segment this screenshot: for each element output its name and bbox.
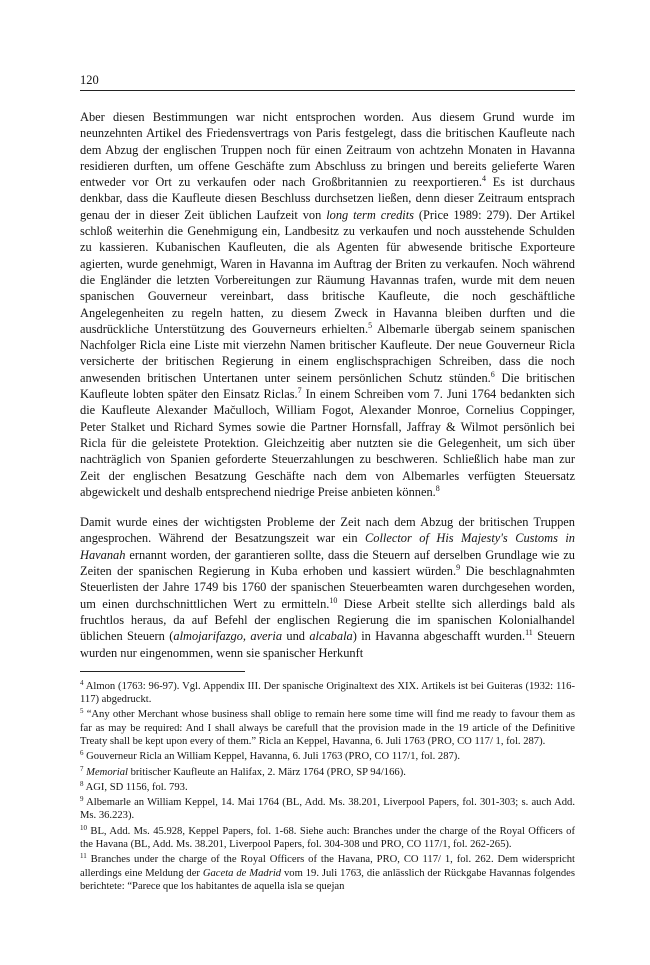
footnote-ref: 9 <box>456 563 461 573</box>
footnote-number: 11 <box>80 852 87 861</box>
text-run: Aber diesen Bestimmungen war nicht entsprochen worden. Aus diesem Grund wurde im neunzehnten Artikel des Friedensvertrags von Paris festgelegt, dass die britischen Kaufleute nach dem Abzug der englischen Truppen noch für einen Zeitraum von achtzehn Monaten in Havanna residieren durften, um offene Geschäfte zum Abschluss zu bringen und bereits gelieferte Waren entweder vor Ort zu verkaufen oder nach Großbritannien zu reexportieren. <box>80 110 575 190</box>
footnote-ref: 5 <box>368 320 373 330</box>
text-run: “Any other Merchant whose business shall oblige to remain here some time will find me ready to favour them as far as may be required: And I shall always be carefull that the provision made in the 19 article of the Definitive Treaty shall be kept upon every of them.” Ricla an Keppel, Havanna, 6. Juli 1763 (PRO, CO 117/ 1, fol. 287). <box>80 709 575 747</box>
text-run: britischer Kaufleute an Halifax, 2. März 1764 (PRO, SP 94/166). <box>127 766 406 778</box>
text-run: Damit wurde eines der wichtigsten Probleme der Zeit nach dem Abzug der britischen Truppen angesprochen. Während der Besatzungszeit war ein <box>80 515 575 546</box>
text-run: (Price 1989: 279). Der Artikel schloß weiterhin die Genehmigung ein, Landbesitz zu verkaufen und noch ausstehende Schulden zu kassieren. Kubanischen Kaufleuten, die als Agenten für abwesende britische Exporteure agierten, wurde genehmigt, Waren in Havanna im Auftrag der Briten zu verkaufen. Noch während die Engländer die letzten Vorbereitungen zur Räumung Havannas trafen, wurde mit dem neuen spanischen Gouverneur vereinbart, dass britische Kaufleute, die noch geschäftliche Angelegenheiten zu regeln hatten, zu diesem Zweck in Havanna bleiben durften und die ausdrückliche Unterstützung des Gouverneurs erhielten. <box>80 207 576 336</box>
footnote <box>80 750 575 763</box>
footnote-ref: 11 <box>525 628 533 638</box>
text-run: AGI, SD 1156, fol. 793. <box>85 781 188 793</box>
body-text <box>80 109 575 661</box>
text-run: Die beschlagnahmten Steuerlisten der Jahre 1749 bis 1760 der spanischen Steuerbeamten waren durchgesehen worden, um einen durchschnittlichen Wert zu ermitteln. <box>80 564 575 611</box>
footnotes <box>80 680 575 893</box>
text-run: ernannt worden, der garantieren sollte, dass die Steuern auf derselben Grundlage wie zu Zeiten der spanischen Regierung in Kuba erhoben und kassiert würden. <box>80 547 575 579</box>
text-run: Es ist durchaus denkbar, dass die Kaufleute diesen Beschluss durchsetzen ließen, denn dieser Zeitraum entsprach genau der in dieser Zeit üblichen Laufzeit von <box>80 175 575 222</box>
italic-text: alcabala <box>309 629 353 644</box>
footnote-ref: 8 <box>435 483 440 493</box>
text-run: BL, Add. Ms. 45.928, Keppel Papers, fol. 1-68. Siehe auch: Branches under the charge of the Royal Officers of the Havana (BL, Add. Ms. 38.201, Liverpool Papers, fol. 304-308 und PRO, CO 117/1, fol. 262-265). <box>80 825 575 851</box>
text-run: Albemarle an William Keppel, 14. Mai 1764 (BL, Add. Ms. 38.201, Liverpool Papers, fol. 301-303; s. auch Add. Ms. 36.223). <box>80 797 575 822</box>
text-run: ) in Havanna abgeschafft wurden. <box>352 629 526 644</box>
page-header <box>80 70 575 91</box>
footnote-ref: 10 <box>329 595 338 605</box>
text-run: Diese Arbeit stellte sich allerdings bald als fruchtlos heraus, da auf Befehl der englischen Regierung die im spanischen Kolonialhandel üblichen Steuern ( <box>80 596 576 644</box>
footnote-number: 4 <box>80 678 84 687</box>
text-run: und <box>282 629 310 644</box>
footnote-separator <box>80 671 245 672</box>
text-run: Almon (1763: 96-97). Vgl. Appendix III. Der spanische Originaltext des XIX. Artikels ist bei Guiteras (1932: 116-117) abgedruckt. <box>80 680 575 706</box>
text-run: Gouverneur Ricla an William Keppel, Havanna, 6. Juli 1763 (PRO, CO 117/1, fol. 287). <box>86 751 460 763</box>
footnote-ref: 4 <box>482 174 487 184</box>
footnote <box>80 781 575 794</box>
footnote-number: 9 <box>80 795 84 804</box>
footnote <box>80 853 575 893</box>
text-run: Steuern wurden nur eingenommen, wenn sie spanischer Herkunft <box>80 629 576 660</box>
paragraph <box>80 109 575 500</box>
book-page <box>80 70 575 895</box>
italic-text: Gaceta de Madrid <box>202 867 282 879</box>
footnote-ref: 6 <box>490 369 495 379</box>
footnote-number: 8 <box>80 779 84 788</box>
page-number: 120 <box>80 73 99 87</box>
text-run: Albemarle übergab seinem spanischen Nachfolger Ricla eine Liste mit vierzehn Namen britischer Kaufleute. Der neue Gouverneur Ricla versicherte der britischen Regierung in einem englischsprachigen Schreiben, dass die noch anwesenden britischen Untertanen unter seinem persönlichen Schutz stünden. <box>80 321 575 385</box>
italic-text: long term credits <box>326 207 414 222</box>
footnote <box>80 680 575 707</box>
text-run: In einem Schreiben vom 7. Juni 1764 bedankten sich die Kaufleute Alexander Mačulloch, William Fogot, Alexander Monroe, Cornelius Coppinger, Peter Stalket und Richard Symes sowie die Partner Hornsfall, Jaffray & Wilmot persönlich bei Ricla für die geleistete Protektion. Gleichzeitig aber nutzten sie die Gelegenheit, um sich über nachträglich von Spanien geforderte Steuerzahlungen zu beschweren. Schließlich habe man zur Zeit der englischen Besatzung Geschäfte nach dem von Albemarles verfügten Steuersatz abgewickelt und deshalb entsprechend niedrige Preise anbieten können. <box>80 387 576 499</box>
footnote <box>80 766 575 779</box>
footnote-number: 7 <box>80 764 84 773</box>
footnote <box>80 796 575 823</box>
footnote <box>80 825 575 852</box>
footnote-ref: 7 <box>297 386 302 396</box>
text-run: Branches under the charge of the Royal Officers of the Havana, PRO, CO 117/ 1, fol. 262. Dem widerspricht allerdings eine Meldung der <box>80 854 575 879</box>
italic-text: Memorial <box>86 766 128 778</box>
footnote <box>80 708 575 748</box>
paragraph <box>80 514 575 661</box>
footnote-number: 10 <box>80 823 87 832</box>
italic-text: almojarifazgo, averia <box>173 629 283 644</box>
footnote-number: 6 <box>80 749 84 758</box>
text-run: Die britischen Kaufleute lobten später den Einsatz Riclas. <box>80 370 575 402</box>
italic-text: Collector of His Majesty's Customs in Havanah <box>80 531 575 562</box>
text-run: vom 19. Juli 1763, die anlässlich der Rückgabe Havannas folgendes berichtete: “Parece que los habitantes de aquella isla se quejan <box>80 867 575 892</box>
footnote-number: 5 <box>80 707 84 716</box>
